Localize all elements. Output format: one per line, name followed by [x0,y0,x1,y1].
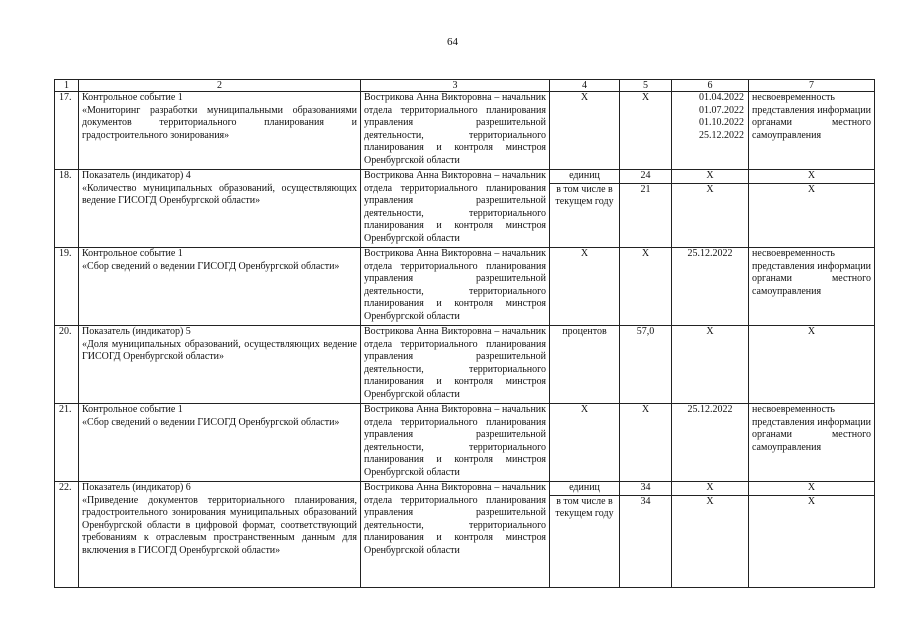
row-date [672,170,749,248]
row-responsible: Вострикова Анна Викторовна – начальник отдела территориального планирования управления разрешительной деятельности, территориального планирования и контроля минстроя Оренбургской области [361,326,550,404]
row-name [79,92,361,170]
row-description: «Сбор сведений о ведении ГИСОГД Оренбургской области» [82,260,340,272]
row-note [749,482,875,588]
row-date [672,482,749,588]
row-note: несвоевременность представления информации органами местного самоуправления [749,248,875,326]
row-note: X [749,326,875,404]
row-note-current: X [749,495,874,509]
row-date-total: X [706,170,714,181]
row-note: несвоевременность представления информации органами местного самоуправления [749,92,875,170]
row-value: X [620,248,672,326]
row-note: несвоевременность представления информации органами местного самоуправления [749,404,875,482]
row-date-current: X [672,183,748,197]
header-row [55,80,875,92]
row-note-current: X [749,183,874,197]
row-note-total: X [807,170,816,181]
col-header-1: 1 [55,80,79,92]
col-header-6: 6 [672,80,749,92]
row-date: X [672,326,749,404]
col-header-7: 7 [749,80,875,92]
row-number: 20. [55,326,79,404]
row-name [79,482,361,588]
row-unit: X [550,92,620,170]
row-value-current: 34 [620,495,671,509]
row-value: X [620,404,672,482]
row-number: 21. [55,404,79,482]
row-date: 25.12.2022 [699,129,744,141]
row-name [79,404,361,482]
table-row [55,404,875,482]
row-unit: X [550,248,620,326]
row-description: «Сбор сведений о ведении ГИСОГД Оренбургской области» [82,416,340,428]
row-number: 17. [55,92,79,170]
row-note-total: X [807,482,816,493]
plan-table [54,79,875,588]
row-unit-total: единиц [569,482,600,493]
row-unit-total: единиц [569,170,600,181]
row-responsible: Вострикова Анна Викторовна – начальник отдела территориального планирования управления разрешительной деятельности, территориального планирования и контроля минстроя Оренбургской области [361,482,550,588]
row-dates [672,92,749,170]
row-value: X [620,92,672,170]
row-value [620,482,672,588]
page-number: 64 [447,36,458,48]
table-row [55,482,875,588]
row-date: 25.12.2022 [672,404,749,482]
row-date: 01.04.2022 [699,92,744,103]
row-unit-current: в том числе в текущем году [550,495,619,521]
row-title: Контрольное событие 1 [82,248,183,259]
row-date: 01.10.2022 [699,117,744,128]
row-title: Показатель (индикатор) 5 [82,326,191,337]
table-row [55,170,875,248]
row-unit: процентов [550,326,620,404]
row-responsible: Вострикова Анна Викторовна – начальник отдела территориального планирования управления разрешительной деятельности, территориального планирования и контроля минстроя Оренбургской области [361,92,550,170]
row-value: 57,0 [620,326,672,404]
row-name [79,326,361,404]
row-unit [550,482,620,588]
row-date-current: X [672,495,748,509]
row-description: «Количество муниципальных образований, осуществляющих ведение ГИСОГД Оренбургской области» [82,182,357,206]
row-responsible: Вострикова Анна Викторовна – начальник отдела территориального планирования управления разрешительной деятельности, территориального планирования и контроля минстроя Оренбургской области [361,404,550,482]
row-title: Контрольное событие 1 [82,404,183,415]
row-description: «Приведение документов территориального планирования, градостроительного зонирования муниципальных образований Оренбургской области в цифровой формат, соответствующий требованиям к отраслевым пространственным данным для включения в ГИСОГД Оренбургской области» [82,494,357,556]
col-header-2: 2 [79,80,361,92]
row-description: «Доля муниципальных образований, осуществляющих ведение ГИСОГД Оренбургской области» [82,338,357,362]
row-unit [550,170,620,248]
row-value-total: 34 [640,482,651,493]
row-value-total: 24 [640,170,651,181]
row-number: 22. [55,482,79,588]
row-value [620,170,672,248]
row-unit-current: в том числе в текущем году [550,183,619,209]
table-row [55,92,875,170]
row-date-total: X [706,482,714,493]
row-date: 25.12.2022 [672,248,749,326]
table-row [55,248,875,326]
row-description: «Мониторинг разработки муниципальными образованиями документов территориального планирования и градостроительного зонирования» [82,104,357,141]
table-row [55,326,875,404]
row-value-current: 21 [620,183,671,197]
col-header-4: 4 [550,80,620,92]
row-responsible: Вострикова Анна Викторовна – начальник отдела территориального планирования управления разрешительной деятельности, территориального планирования и контроля минстроя Оренбургской области [361,170,550,248]
row-title: Показатель (индикатор) 4 [82,170,191,181]
row-number: 19. [55,248,79,326]
row-note [749,170,875,248]
row-date: 01.07.2022 [699,104,744,116]
col-header-3: 3 [361,80,550,92]
row-name [79,170,361,248]
col-header-5: 5 [620,80,672,92]
row-title: Контрольное событие 1 [82,92,183,103]
row-unit: X [550,404,620,482]
row-responsible: Вострикова Анна Викторовна – начальник отдела территориального планирования управления разрешительной деятельности, территориального планирования и контроля минстроя Оренбургской области [361,248,550,326]
row-number: 18. [55,170,79,248]
row-name [79,248,361,326]
row-title: Показатель (индикатор) 6 [82,482,191,493]
